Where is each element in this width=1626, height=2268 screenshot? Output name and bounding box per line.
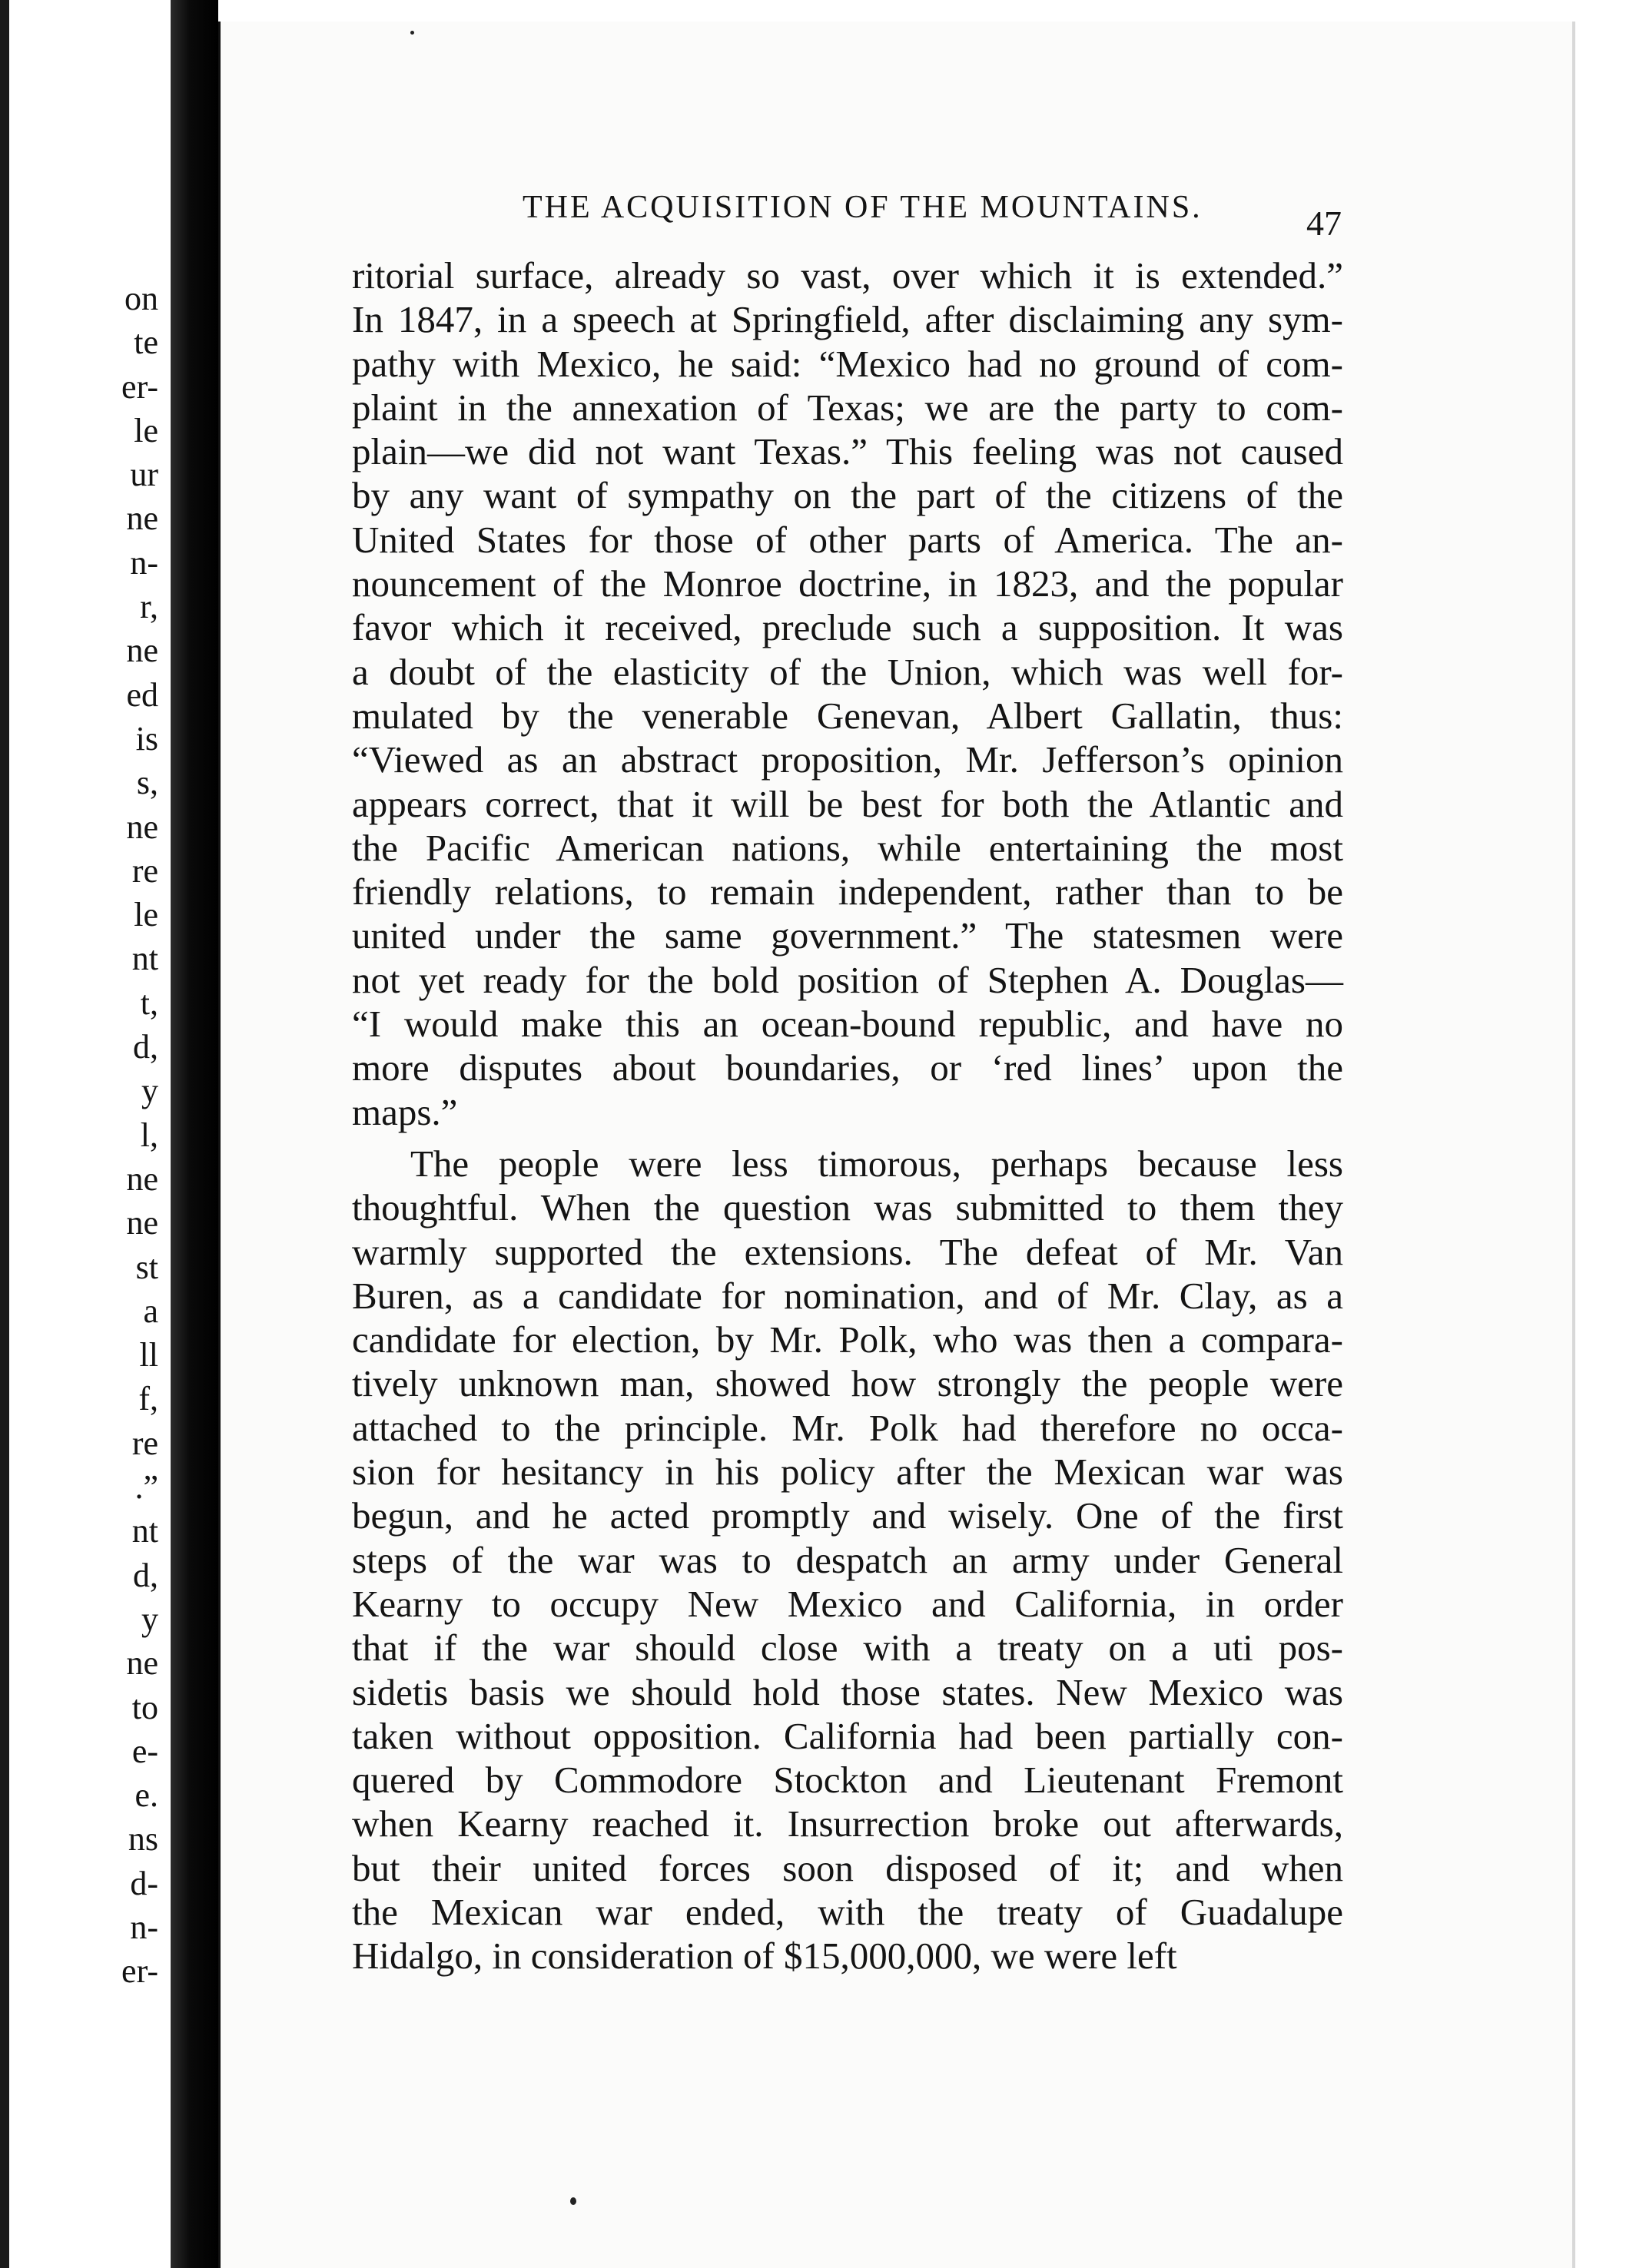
text-line: sion for hesitancy in his policy after the Mexican war was bbox=[352, 1451, 1343, 1494]
text-line: quered by Commodore Stockton and Lieutenant Fremont bbox=[352, 1759, 1343, 1802]
text-line: tively unknown man, showed how strongly the people were bbox=[352, 1362, 1343, 1405]
left-page-fragment: re bbox=[131, 851, 158, 890]
left-page-fragment: st bbox=[135, 1248, 158, 1286]
left-page-fragment: er- bbox=[121, 1952, 158, 1991]
text-line: taken without opposition. California had been partially con- bbox=[352, 1714, 1343, 1757]
left-page-fragment: ur bbox=[130, 456, 158, 494]
running-header: THE ACQUISITION OF THE MOUNTAINS. bbox=[523, 190, 1203, 225]
left-page-fragment: nt bbox=[131, 1512, 158, 1550]
text-line: that if the war should close with a treaty on a uti pos- bbox=[352, 1626, 1343, 1670]
text-line: but their united forces soon disposed of it; and when bbox=[352, 1846, 1343, 1889]
left-page-fragment: re bbox=[131, 1424, 158, 1462]
left-page-fragment: on bbox=[124, 280, 158, 317]
left-page-fragment: e- bbox=[131, 1732, 158, 1770]
text-line: “Viewed as an abstract proposition, Mr. Jefferson’s opinion bbox=[352, 738, 1343, 781]
left-page-fragment: d, bbox=[133, 1028, 158, 1066]
left-page-fragment: ed bbox=[126, 675, 158, 714]
left-page-fragment: ne bbox=[126, 632, 158, 670]
left-page-fragment: ne bbox=[126, 499, 158, 538]
left-page-fragment: ne bbox=[126, 1204, 158, 1242]
left-page-fragment: le bbox=[134, 411, 158, 449]
text-line: friendly relations, to remain independent, rather than to be bbox=[352, 870, 1343, 914]
left-page-fragment: f, bbox=[138, 1380, 158, 1418]
text-line: when Kearny reached it. Insurrection broke out afterwards, bbox=[352, 1802, 1343, 1845]
left-page-fragment: is bbox=[135, 719, 158, 758]
left-page-fragment: er- bbox=[121, 367, 158, 406]
text-line: thoughtful. When the question was submitted to them they bbox=[352, 1186, 1343, 1229]
text-line: Hidalgo, in consideration of $15,000,000, we were left bbox=[352, 1935, 1177, 1978]
text-line: the Pacific American nations, while entertaining the most bbox=[352, 826, 1343, 869]
text-line: In 1847, in a speech at Springfield, after disclaiming any sym- bbox=[352, 298, 1343, 341]
left-page-fragment: ne bbox=[126, 1159, 158, 1198]
text-line: a doubt of the elasticity of the Union, which was well for- bbox=[352, 650, 1343, 693]
text-line: favor which it received, preclude such a supposition. It was bbox=[352, 606, 1343, 649]
left-page-fragment: ne bbox=[126, 807, 158, 846]
top-margin bbox=[218, 0, 1572, 23]
text-line: appears correct, that it will be best for both the Atlantic and bbox=[352, 782, 1343, 825]
scan-speck bbox=[570, 2197, 576, 2205]
text-line: ritorial surface, already so vast, over which it is extended.” bbox=[352, 254, 1343, 297]
left-page-fragment: nt bbox=[131, 940, 158, 978]
right-margin bbox=[1572, 0, 1626, 2268]
left-page-fragment: a bbox=[143, 1292, 158, 1330]
text-line: sidetis basis we should hold those states. New Mexico was bbox=[352, 1670, 1343, 1713]
text-line: attached to the principle. Mr. Polk had therefore no occa- bbox=[352, 1406, 1343, 1449]
left-page-fragment: l, bbox=[140, 1116, 158, 1154]
left-page-fragment: s, bbox=[136, 764, 158, 802]
scan-speck bbox=[410, 31, 414, 35]
text-line: The people were less timorous, perhaps because less bbox=[410, 1142, 1343, 1185]
left-page-line-fragments bbox=[0, 277, 171, 1994]
text-line: mulated by the venerable Genevan, Albert Gallatin, thus: bbox=[352, 694, 1343, 737]
text-line: plain—we did not want Texas.” This feeling was not caused bbox=[352, 430, 1343, 473]
text-line: nouncement of the Monroe doctrine, in 1823, and the popular bbox=[352, 562, 1343, 605]
left-page-fragment: y bbox=[141, 1600, 158, 1638]
paragraph-gap bbox=[352, 1134, 1343, 1142]
text-line: warmly supported the extensions. The defeat of Mr. Van bbox=[352, 1230, 1343, 1273]
left-page-fragment: n- bbox=[130, 543, 158, 582]
text-line: not yet ready for the bold position of Stephen A. Douglas— bbox=[352, 958, 1343, 1001]
paragraph bbox=[352, 1142, 1343, 1978]
text-line: begun, and he acted promptly and wisely. One of the first bbox=[352, 1494, 1343, 1537]
text-line: United States for those of other parts of America. The an- bbox=[352, 518, 1343, 561]
text-line: candidate for election, by Mr. Polk, who was then a compara- bbox=[352, 1318, 1343, 1361]
left-page-fragment: d, bbox=[133, 1556, 158, 1594]
page-body-text bbox=[352, 254, 1343, 1978]
left-page-fragment: n- bbox=[130, 1908, 158, 1946]
left-page-fragment: le bbox=[134, 896, 158, 934]
left-page-fragment: y bbox=[141, 1072, 158, 1110]
text-line: Kearny to occupy New Mexico and California, in order bbox=[352, 1582, 1343, 1625]
left-page-fragment: t, bbox=[140, 983, 158, 1022]
left-facing-page bbox=[0, 0, 171, 2268]
text-line: “I would make this an ocean-bound republic, and have no bbox=[352, 1003, 1343, 1046]
text-line: steps of the war was to despatch an army under General bbox=[352, 1538, 1343, 1581]
text-line: by any want of sympathy on the part of the citizens of the bbox=[352, 474, 1343, 517]
left-page-fragment: ne bbox=[126, 1644, 158, 1683]
text-line: pathy with Mexico, he said: “Mexico had no ground of com- bbox=[352, 342, 1343, 385]
paragraph bbox=[352, 254, 1343, 1134]
text-line: maps.” bbox=[352, 1090, 458, 1133]
book-gutter bbox=[171, 0, 218, 2268]
left-page-fragment: e. bbox=[134, 1776, 158, 1815]
left-page-fragment: r, bbox=[140, 588, 158, 626]
text-line: united under the same government.” The statesmen were bbox=[352, 914, 1343, 957]
left-page-fragment: ll bbox=[139, 1336, 158, 1374]
left-page-fragment: .” bbox=[134, 1468, 158, 1507]
left-page-fragment: d- bbox=[130, 1864, 158, 1902]
text-line: more disputes about boundaries, or ‘red lines’ upon the bbox=[352, 1046, 1343, 1089]
text-line: plaint in the annexation of Texas; we are the party to com- bbox=[352, 386, 1343, 429]
text-line: Buren, as a candidate for nomination, and of Mr. Clay, as a bbox=[352, 1274, 1343, 1317]
page-number: 47 bbox=[1306, 204, 1342, 243]
left-page-fragment: te bbox=[134, 323, 158, 362]
text-line: the Mexican war ended, with the treaty of Guadalupe bbox=[352, 1890, 1343, 1933]
left-page-fragment: ns bbox=[128, 1820, 158, 1858]
left-page-fragment: to bbox=[131, 1688, 158, 1726]
